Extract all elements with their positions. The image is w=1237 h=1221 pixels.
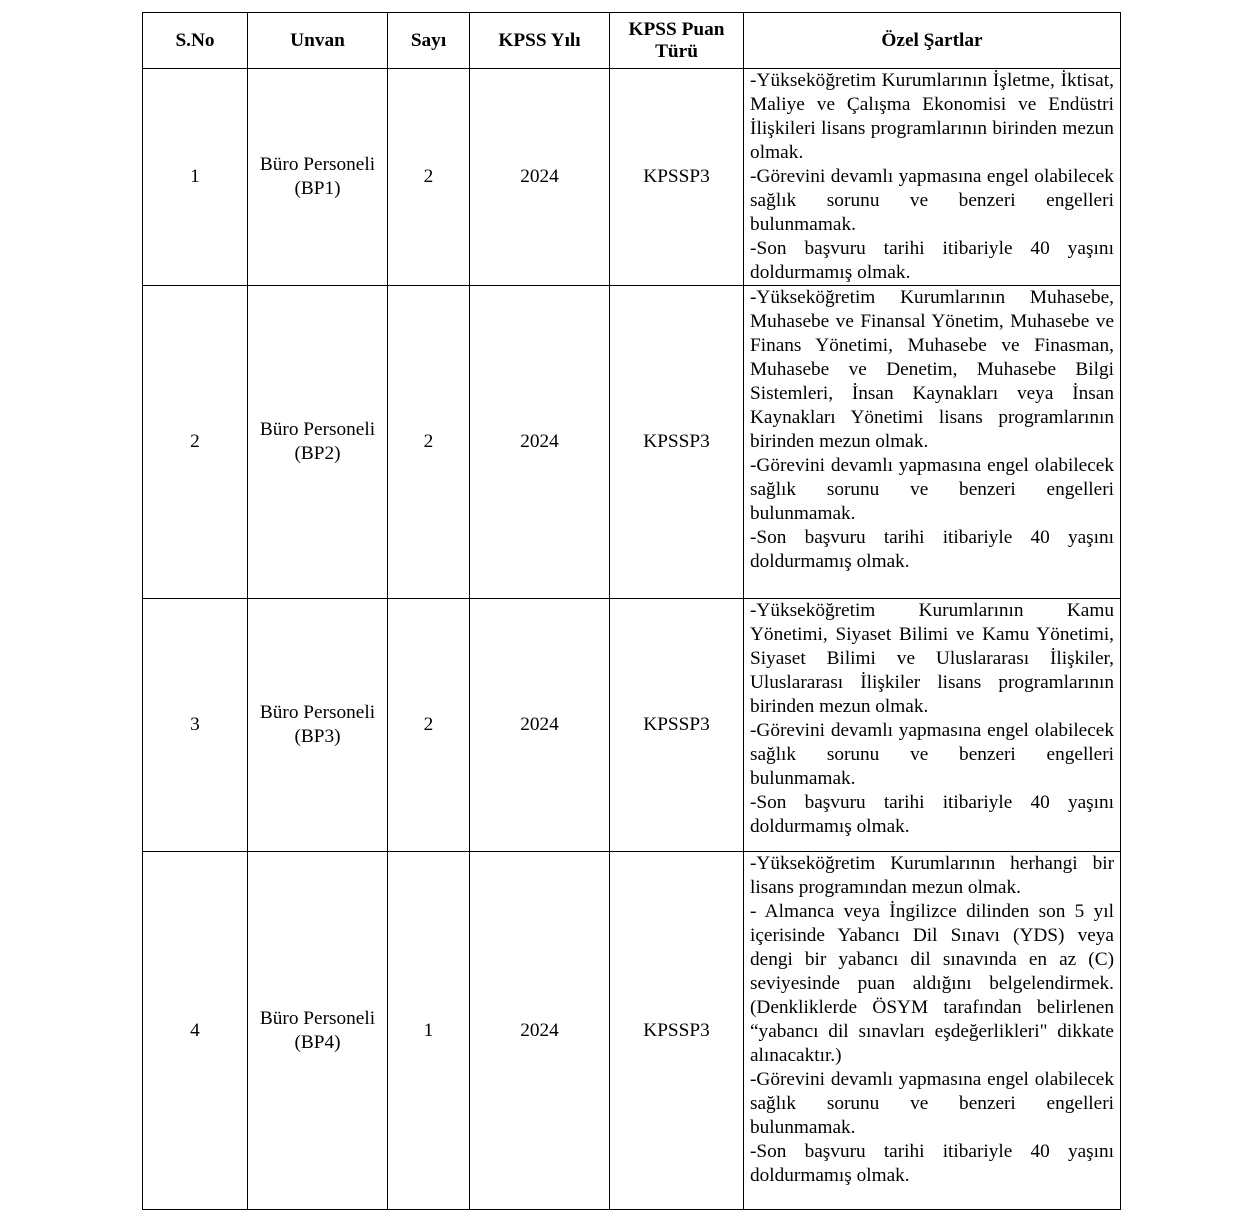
cell-sayi: 2 (388, 286, 470, 599)
table-row (143, 69, 1121, 286)
cell-puan-turu: KPSSP3 (610, 599, 744, 852)
cell-unvan-line2: (BP3) (294, 726, 341, 747)
cell-unvan (248, 852, 388, 1210)
requirement-text: -Son başvuru tarihi itibariyle 40 yaşını doldurmamış olmak. (750, 238, 1114, 283)
cell-unvan-line1: Büro Personeli (259, 419, 376, 440)
header-unvan: Unvan (248, 13, 388, 69)
requirement-text: -Yükseköğretim Kurumlarının Kamu Yönetimi, Siyaset Bilimi ve Kamu Yönetimi, Siyaset Bilimi ve Uluslararası İlişkiler, Uluslararası İlişkiler lisans programlarının birinden mezun olmak. (750, 600, 1114, 717)
cell-kpss-yili: 2024 (470, 286, 610, 599)
header-sno: S.No (143, 13, 248, 69)
cell-puan-turu: KPSSP3 (610, 69, 744, 286)
cell-unvan-line2: (BP4) (294, 1031, 341, 1053)
cell-ozel-sartlar (744, 599, 1121, 852)
cell-unvan (248, 599, 388, 852)
table-row (143, 599, 1121, 852)
header-kpss-puan-turu-line1: KPSS Puan (628, 18, 725, 40)
cell-puan-turu: KPSSP3 (610, 286, 744, 599)
requirement-text: -Görevini devamlı yapmasına engel olabilecek sağlık sorunu ve benzeri engelleri bulunmamak. (750, 720, 1114, 789)
cell-unvan (248, 69, 388, 286)
cell-ozel-sartlar (744, 69, 1121, 286)
cell-unvan-line2: (BP2) (294, 443, 341, 464)
header-sayi: Sayı (388, 13, 470, 69)
table-row (143, 286, 1121, 599)
cell-sno: 2 (143, 286, 248, 599)
cell-sno: 3 (143, 599, 248, 852)
cell-sno: 1 (143, 69, 248, 286)
cell-unvan-line1: Büro Personeli (259, 702, 376, 723)
cell-sayi: 1 (388, 852, 470, 1210)
cell-kpss-yili: 2024 (470, 852, 610, 1210)
cell-sayi: 2 (388, 69, 470, 286)
requirement-text: -Son başvuru tarihi itibariyle 40 yaşını doldurmamış olmak. (750, 527, 1114, 572)
cell-ozel-sartlar (744, 286, 1121, 599)
header-kpss-puan-turu (610, 13, 744, 69)
requirement-text: -Son başvuru tarihi itibariyle 40 yaşını doldurmamış olmak. (750, 792, 1114, 837)
table-row (143, 852, 1121, 1210)
cell-unvan-line1: Büro Personeli (259, 1007, 376, 1029)
cell-kpss-yili: 2024 (470, 69, 610, 286)
cell-kpss-yili: 2024 (470, 599, 610, 852)
header-kpss-yili: KPSS Yılı (470, 13, 610, 69)
requirement-text: - Almanca veya İngilizce dilinden son 5 yıl içerisinde Yabancı Dil Sınavı (YDS) veya dengi bir yabancı dil sınavında en az (C) seviyesinde puan aldığını belgelendirmek. (Denkliklerde ÖSYM tarafından belirlenen “yabancı dil sınavları eşdeğerlikleri" dikkate alınacaktır.) (750, 901, 1114, 1066)
cell-puan-turu: KPSSP3 (610, 852, 744, 1210)
cell-unvan-line2: (BP1) (294, 178, 341, 199)
cell-ozel-sartlar (744, 852, 1121, 1210)
header-ozel-sartlar: Özel Şartlar (744, 13, 1121, 69)
positions-table (142, 12, 1121, 1210)
cell-unvan-line1: Büro Personeli (259, 154, 376, 175)
requirement-text: -Görevini devamlı yapmasına engel olabilecek sağlık sorunu ve benzeri engelleri bulunmamak. (750, 166, 1114, 235)
requirement-text: -Yükseköğretim Kurumlarının herhangi bir lisans programından mezun olmak. (750, 853, 1114, 898)
requirement-text: -Görevini devamlı yapmasına engel olabilecek sağlık sorunu ve benzeri engelleri bulunmamak. (750, 455, 1114, 524)
cell-sayi: 2 (388, 599, 470, 852)
requirement-text: -Son başvuru tarihi itibariyle 40 yaşını doldurmamış olmak. (750, 1141, 1114, 1186)
requirement-text: -Yükseköğretim Kurumlarının Muhasebe, Muhasebe ve Finansal Yönetim, Muhasebe ve Finans Yönetimi, Muhasebe ve Finasman, Muhasebe ve Denetim, Muhasebe Bilgi Sistemleri, İnsan Kaynakları veya İnsan Kaynakları Yönetimi lisans programlarının birinden mezun olmak. (750, 287, 1114, 452)
header-kpss-puan-turu-line2: Türü (655, 40, 698, 62)
requirement-text: -Yükseköğretim Kurumlarının İşletme, İktisat, Maliye ve Çalışma Ekonomisi ve Endüstri İlişkileri lisans programlarının birinden mezun olmak. (750, 70, 1114, 163)
requirement-text: -Görevini devamlı yapmasına engel olabilecek sağlık sorunu ve benzeri engelleri bulunmamak. (750, 1069, 1114, 1138)
cell-sno: 4 (143, 852, 248, 1210)
cell-unvan (248, 286, 388, 599)
header-row (143, 13, 1121, 69)
